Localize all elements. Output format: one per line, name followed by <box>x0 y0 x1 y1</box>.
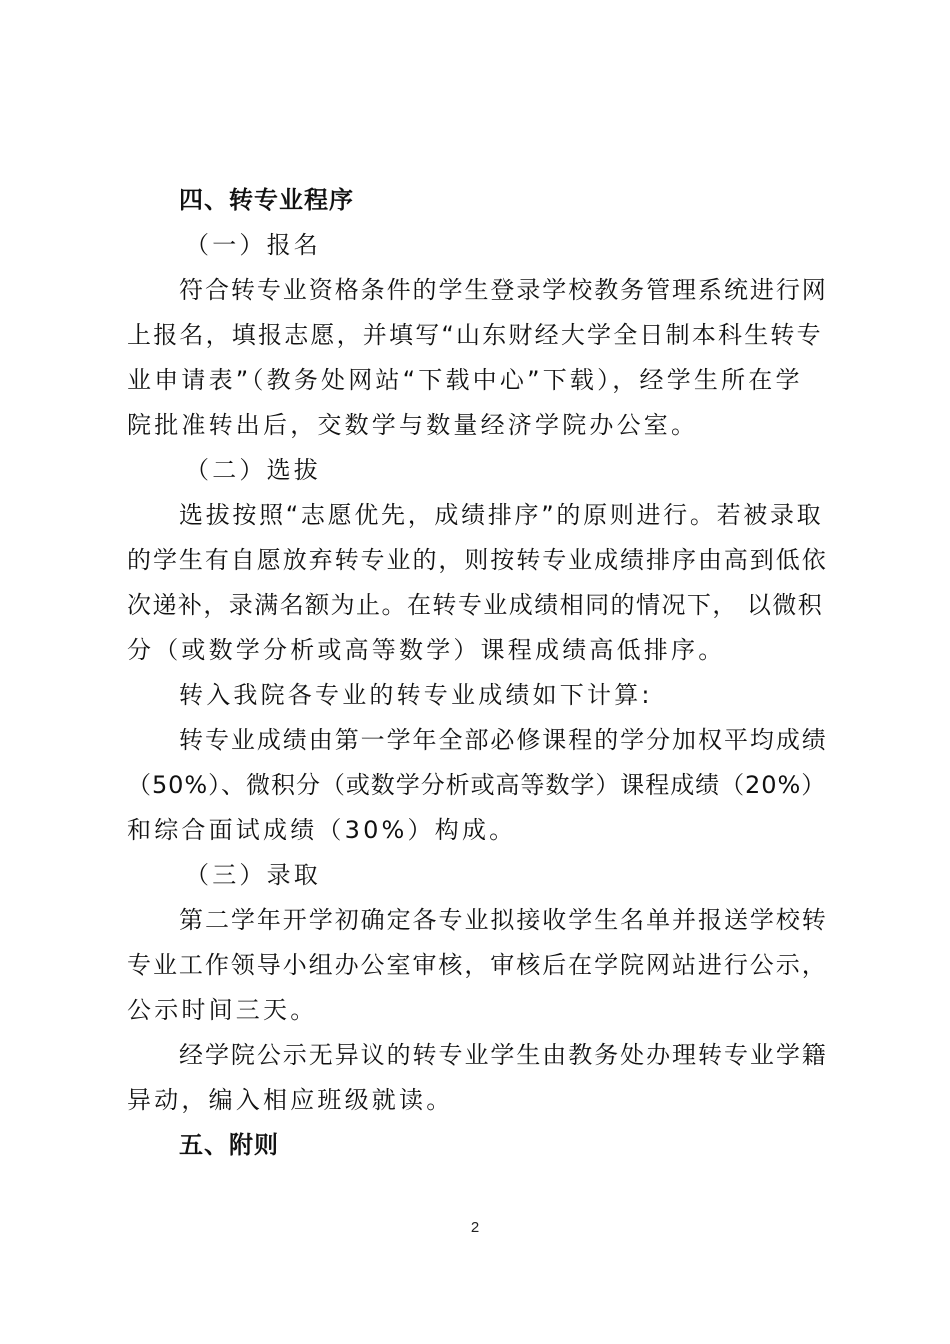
paragraph-line: 上报名，填报志愿，并填写“山东财经大学全日制本科生转专 <box>127 321 823 349</box>
page-number: 2 <box>470 1219 480 1236</box>
subsection-heading-admission: （三）录取 <box>185 861 321 889</box>
paragraph-line: 的学生有自愿放弃转专业的，则按转专业成绩排序由高到低依 <box>127 546 828 574</box>
paragraph-line: 转入我院各专业的转专业成绩如下计算: <box>179 681 653 709</box>
paragraph-line: 转专业成绩由第一学年全部必修课程的学分加权平均成绩 <box>179 726 828 754</box>
paragraph-line: 选拔按照“志愿优先，成绩排序”的原则进行。若被录取 <box>179 501 824 529</box>
paragraph-line: 符合转专业资格条件的学生登录学校教务管理系统进行网 <box>179 276 828 304</box>
paragraph-line: 经学院公示无异议的转专业学生由教务处办理转专业学籍 <box>179 1041 828 1069</box>
paragraph-line: 和综合面试成绩（30%）构成。 <box>127 816 517 844</box>
subsection-heading-selection: （二）选拔 <box>185 456 321 484</box>
section-heading-procedure: 四、转专业程序 <box>179 186 354 214</box>
paragraph-line: 公示时间三天。 <box>127 996 318 1024</box>
subsection-heading-registration: （一）报名 <box>185 231 321 259</box>
paragraph-line: 院批准转出后，交数学与数量经济学院办公室。 <box>127 411 699 439</box>
paragraph-line: 次递补，录满名额为止。在转专业成绩相同的情况下， 以微积 <box>127 591 824 619</box>
section-heading-appendix: 五、附则 <box>179 1131 279 1159</box>
paragraph-line: 专业工作领导小组办公室审核，审核后在学院网站进行公示， <box>127 951 828 979</box>
paragraph-line: 第二学年开学初确定各专业拟接收学生名单并报送学校转 <box>179 906 828 934</box>
paragraph-line: 分（或数学分析或高等数学）课程成绩高低排序。 <box>127 636 726 664</box>
paragraph-line: 业申请表”（教务处网站“下载中心”下载），经学生所在学 <box>127 366 803 394</box>
paragraph-line: 异动，编入相应班级就读。 <box>127 1086 454 1114</box>
paragraph-line: （50%）、微积分（或数学分析或高等数学）课程成绩（20%） <box>127 771 827 799</box>
